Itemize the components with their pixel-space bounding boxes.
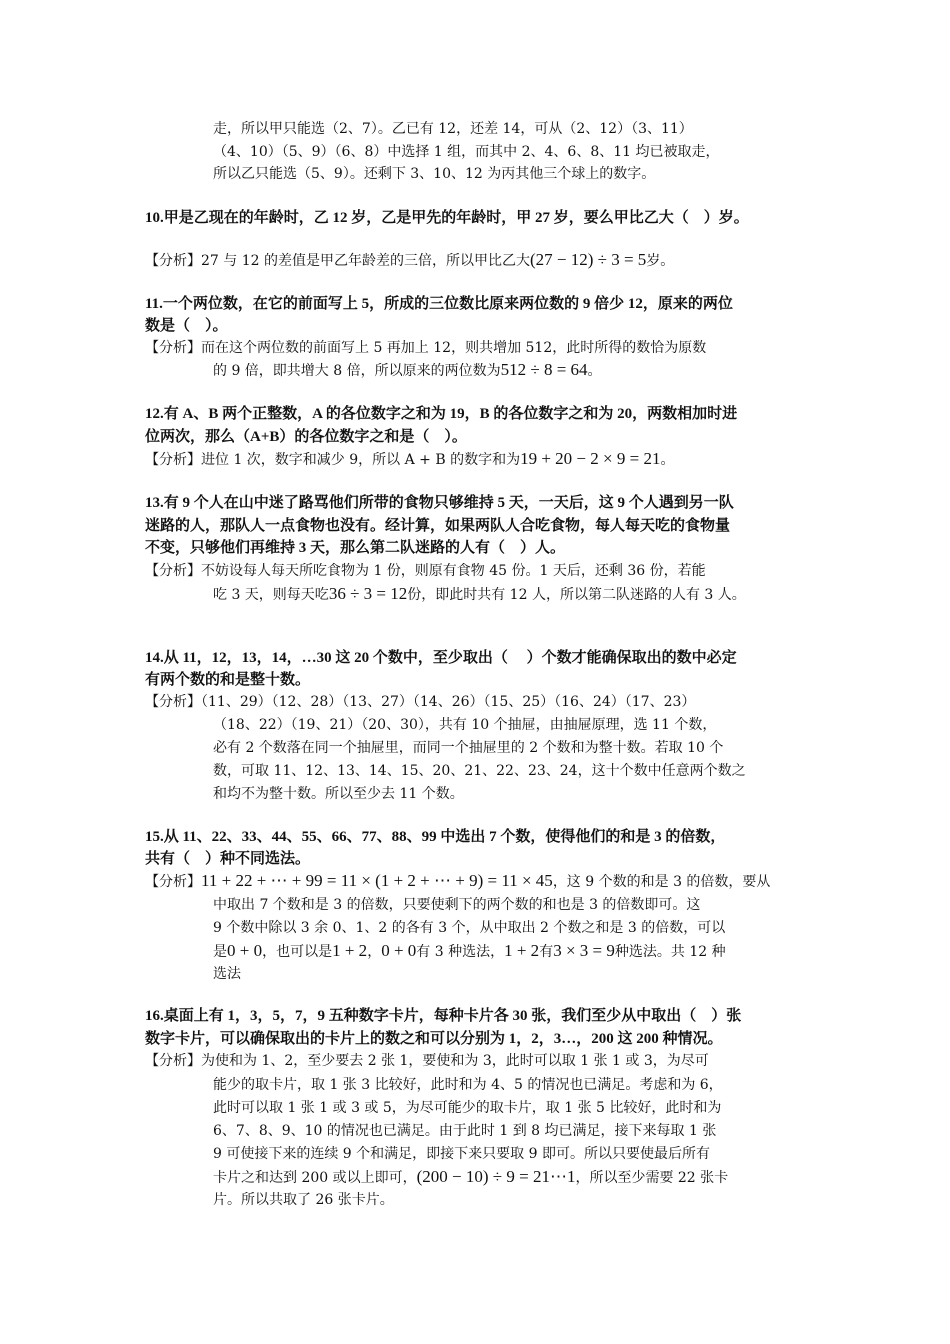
question-15-text: 共有（ ）种不同选法。 <box>145 851 311 867</box>
analysis-text: 27 与 12 的差值是甲乙年龄差的三倍，所以甲比乙大 <box>201 253 530 269</box>
analysis-15-line: 9 个数中除以 3 余 0、1、2 的各有 3 个，从中取出 2 个数之和是 3 的倍数，可以 <box>213 920 726 936</box>
analysis-14-line: 数，可取 11、12、13、14、15、20、21、22、23、24，这十个数中任意两个数之 <box>213 763 746 779</box>
question-11-text: 数是（ ）。 <box>145 318 228 334</box>
question-16-text: 16.桌面上有 1，3，5，7，9 五种数字卡片，每种卡片各 30 张，我们至少从中取出（ ）张 <box>145 1008 742 1024</box>
analysis-text: 。 <box>587 363 602 379</box>
analysis-text: 为使和为 1、2，至少要去 2 张 1，要使和为 3，此时可以取 1 张 1 或 3，为尽可 <box>201 1053 709 1069</box>
math-formula: 0 + 0 <box>227 941 263 960</box>
analysis-13-line <box>213 584 746 605</box>
analysis-16-line: 此时可以取 1 张 1 或 3 或 5，为尽可能少的取卡片，取 1 张 5 比较好，此时和为 <box>213 1100 722 1116</box>
analysis-text: （11、29）（12、28）（13、27）（14、26）（15、25）（16、24）（17、23） <box>201 694 696 710</box>
math-formula: 3 × 3 = 9 <box>553 941 615 960</box>
analysis-text: ，这 9 个数的和是 3 的倍数，要从 <box>552 874 771 890</box>
analysis-label: 【分析】 <box>145 253 201 269</box>
analysis-10 <box>145 250 674 271</box>
analysis-13 <box>145 561 706 581</box>
analysis-16-line <box>213 1167 728 1188</box>
question-16-text: 数字卡片，可以确保取出的卡片上的数之和可以分别为 1，2，3…，200 这 200 种情况。 <box>145 1031 723 1047</box>
question-13-text: 迷路的人，那队人一点食物也没有。经计算，如果两队人合吃食物，每人每天吃的食物量 <box>145 518 731 534</box>
math-formula: (200 − 10) ÷ 9 = 21⋯1 <box>416 1167 576 1186</box>
analysis-text: 卡片之和达到 200 或以上即可， <box>213 1170 417 1186</box>
analysis-text: 不妨设每人每天所吃食物为 1 份，则原有食物 45 份。1 天后，还剩 36 份，若能 <box>201 563 706 579</box>
analysis-15 <box>145 871 770 892</box>
analysis-label: 【分析】 <box>145 563 201 579</box>
analysis-label: 【分析】 <box>145 1053 201 1069</box>
analysis-15-line: 中取出 7 个数和是 3 的倍数，只要使剩下的两个数的和也是 3 的倍数即可。这 <box>213 897 701 913</box>
analysis-11 <box>145 338 706 358</box>
math-formula: 512 ÷ 8 = 64 <box>500 360 588 379</box>
question-12-text: 位两次，那么（A+B）的各位数字之和是（ ）。 <box>145 429 467 445</box>
continued-text-line: 走，所以甲只能选（2、7）。乙已有 12，还差 14，可从（2、12）（3、11） <box>213 121 693 137</box>
analysis-16-line: 6、7、8、9、10 的情况也已满足。由于此时 1 到 8 均已满足，接下来每取 1 张 <box>213 1123 717 1139</box>
analysis-16-line: 9 可使接下来的连续 9 个和满足，即接下来只要取 9 即可。所以只要使最后所有 <box>213 1146 710 1162</box>
analysis-label: 【分析】 <box>145 452 201 468</box>
analysis-text: 有 <box>539 944 554 960</box>
question-14-text: 14.从 11，12，13，14，…30 这 20 个数中，至少取出（ ）个数才能确保取出的数中必定 <box>145 650 737 666</box>
math-formula: 1 + 2 <box>504 941 540 960</box>
analysis-text: 。 <box>660 452 675 468</box>
question-15-text: 15.从 11、22、33、44、55、66、77、88、99 中选出 7 个数，使得他们的和是 3 的倍数， <box>145 829 726 845</box>
analysis-label: 【分析】 <box>145 694 201 710</box>
continued-text-line: （4、10）（5、9）（6、8）中选择 1 组，而其中 2、4、6、8、11 均已被取走， <box>213 144 720 160</box>
analysis-label: 【分析】 <box>145 874 201 890</box>
math-formula: 11 + 22 + ⋯ + 99 = 11 × (1 + 2 + ⋯ + 9) = 11 × 45 <box>201 871 553 890</box>
analysis-text: 吃 3 天，则每天吃 <box>213 587 329 603</box>
analysis-text: 进位 1 次，数字和减少 9，所以 A + B 的数字和为 <box>201 452 521 468</box>
question-10-text: 10.甲是乙现在的年龄时，乙 12 岁，乙是甲先的年龄时，甲 27 岁，要么甲比乙大（ ）岁。 <box>145 210 749 226</box>
analysis-text: 份，即此时共有 12 人，所以第二队迷路的人有 3 人。 <box>407 587 746 603</box>
analysis-16 <box>145 1051 709 1071</box>
math-formula: 1 + 2 <box>332 941 368 960</box>
analysis-16-line: 片。所以共取了 26 张卡片。 <box>213 1192 394 1208</box>
question-12-text: 12.有 A、B 两个正整数，A 的各位数字之和为 19，B 的各位数字之和为 20，两数相加时进 <box>145 406 738 422</box>
math-formula: 19 + 20 − 2 × 9 = 21 <box>520 449 661 468</box>
question-13-text: 不变，只够他们再维持 3 天，那么第二队迷路的人有（ ）人。 <box>145 540 566 556</box>
math-formula: 0 + 0 <box>381 941 417 960</box>
analysis-14-line: 必有 2 个数落在同一个抽屉里，而同一个抽屉里的 2 个数和为整十数。若取 10 个 <box>213 740 724 756</box>
analysis-11-line <box>213 360 602 381</box>
analysis-12 <box>145 449 674 470</box>
analysis-14 <box>145 692 695 712</box>
analysis-text: 岁。 <box>646 253 675 269</box>
analysis-label: 【分析】 <box>145 340 201 356</box>
question-13-text: 13.有 9 个人在山中迷了路骂他们所带的食物只够维持 5 天，一天后，这 9 个人遇到另一队 <box>145 495 734 511</box>
analysis-text: 有 3 种选法， <box>416 944 505 960</box>
analysis-15-line: 选法 <box>213 966 241 982</box>
analysis-15-line <box>213 941 726 962</box>
continued-text-line: 所以乙只能选（5、9）。还剩下 3、10、12 为丙其他三个球上的数字。 <box>213 166 656 182</box>
analysis-14-line: （18、22）（19、21）（20、30），共有 10 个抽屉，由抽屉原理，选 11 个数， <box>213 717 717 733</box>
analysis-14-line: 和均不为整十数。所以至少去 11 个数。 <box>213 786 464 802</box>
question-11-text: 11.一个两位数，在它的前面写上 5，所成的三位数比原来两位数的 9 倍少 12，原来的两位 <box>145 296 733 312</box>
math-formula: 36 ÷ 3 = 12 <box>328 584 408 603</box>
analysis-text: 是 <box>213 944 227 960</box>
analysis-16-line: 能少的取卡片，取 1 张 3 比较好，此时和为 4、5 的情况也已满足。考虑和为 6， <box>213 1077 723 1093</box>
analysis-text: 种选法。共 12 种 <box>614 944 726 960</box>
analysis-text: ，也可以是 <box>262 944 333 960</box>
analysis-text: ， <box>367 944 382 960</box>
math-formula: (27 − 12) ÷ 3 = 5 <box>529 250 647 269</box>
analysis-text: 而在这个两位数的前面写上 5 再加上 12，则共增加 512，此时所得的数恰为原数 <box>201 340 707 356</box>
analysis-text: 的 9 倍，即共增大 8 倍，所以原来的两位数为 <box>213 363 501 379</box>
analysis-text: ，所以至少需要 22 张卡 <box>575 1170 729 1186</box>
question-14-text: 有两个数的和是整十数。 <box>145 672 311 688</box>
